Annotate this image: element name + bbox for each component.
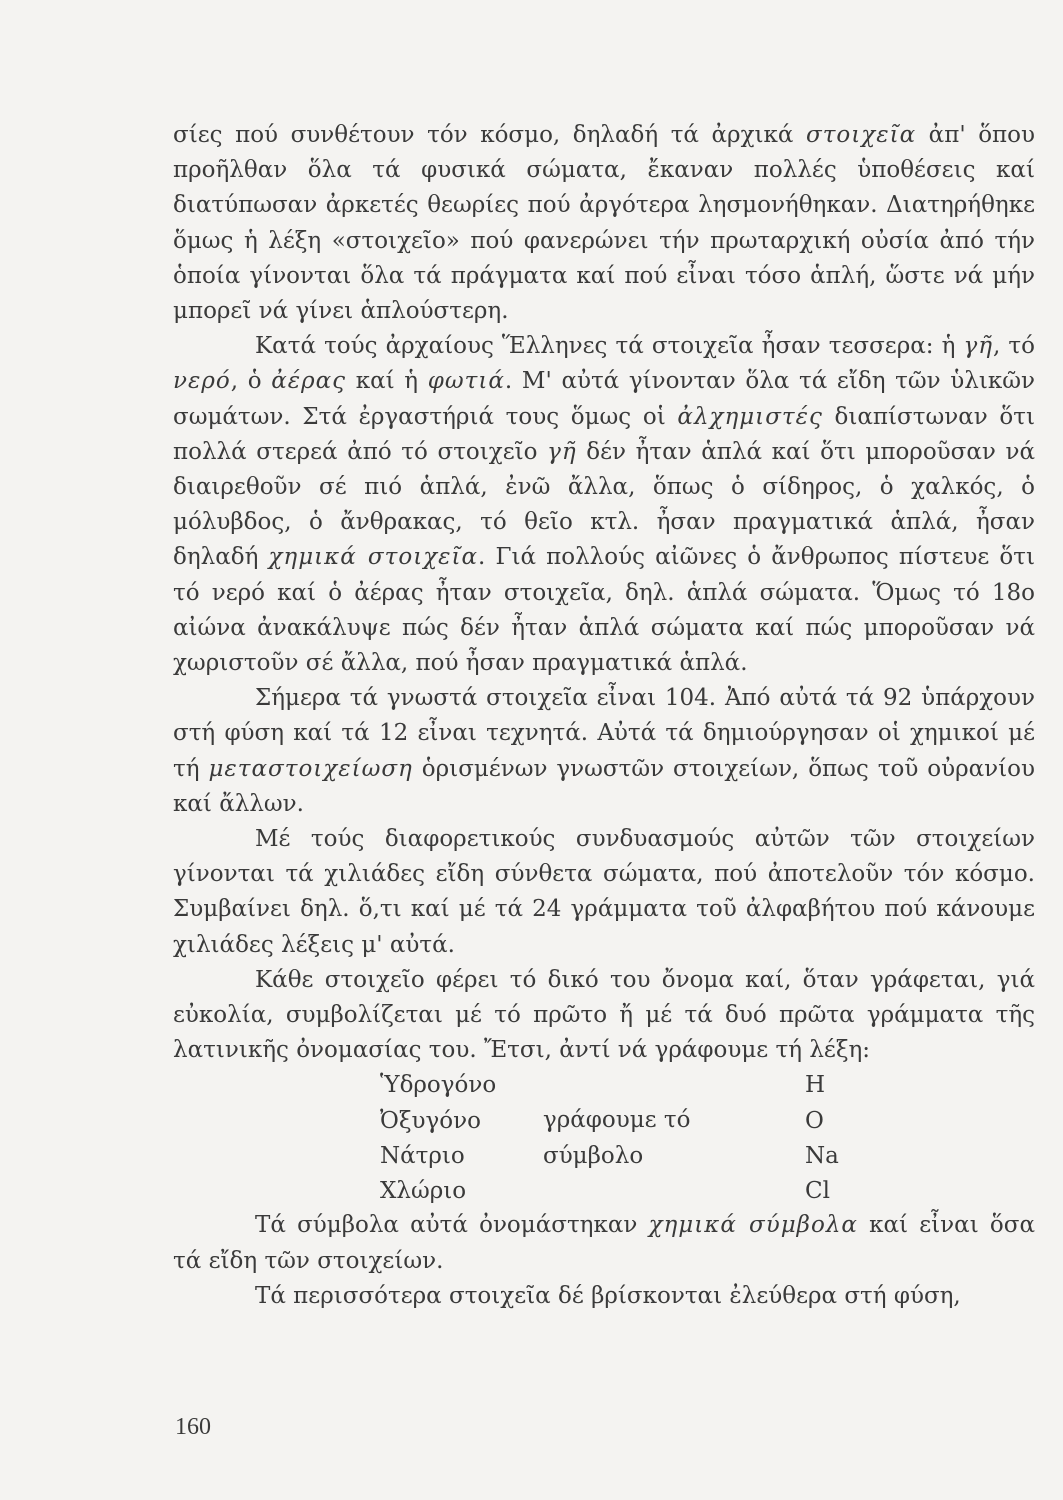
text-run: , ὁ	[230, 368, 272, 395]
paragraph-group-bottom	[173, 1208, 1035, 1314]
element-symbol: Cl	[805, 1178, 830, 1205]
text-run: σίες πού συνθέτουν τόν κόσμο, δηλαδή τά ἀρχικά	[173, 122, 806, 148]
text-run: . Γιά πολλούς αἰῶνες ὁ ἄνθρωπος πίστευε ὅτι τό νερό καί ὁ ἀέρας ἦταν στοιχεῖα, δηλ. ἁπλά σώματα. Ὅμως τό 18ο αἰώνα ἀνακάλυψε πώς δέν ἦταν ἁπλά σώματα καί πώς μποροῦσαν νά χωριστοῦν σέ ἄλλα, πού ἦσαν πραγματικά ἁπλά.	[173, 544, 1035, 677]
italic-term: μεταστοιχείωση	[208, 755, 413, 782]
text-run: , τό	[993, 333, 1035, 360]
element-name: Ὀξυγόνο	[380, 1107, 481, 1134]
element-symbol: Na	[805, 1142, 839, 1169]
paragraph	[173, 822, 1035, 963]
symbol-phrase	[543, 1103, 690, 1173]
body-text	[173, 118, 1035, 1314]
italic-term: στοιχεῖα	[806, 122, 917, 148]
paragraph	[173, 329, 1035, 681]
element-symbol-column	[805, 1068, 839, 1209]
element-name-column	[380, 1068, 496, 1209]
text-run: καί ἡ	[346, 368, 428, 395]
symbol-phrase-line: σύμβολο	[543, 1142, 644, 1169]
element-symbol: H	[805, 1072, 826, 1099]
text-run: δέν ἦταν ἁπλά καί ὅτι μποροῦσαν νά διαιρεθοῦν σέ πιό ἁπλά, ἐνῶ ἄλλα, ὅπως ὁ σίδηρος, ὁ χαλκός, ὁ μόλυβδος, ὁ ἄνθρακας, τό θεῖο κτλ. ἦσαν πραγματικά ἁπλά, ἦσαν δηλαδή	[173, 438, 1035, 571]
element-name: Νάτριο	[380, 1142, 465, 1169]
italic-term: νερό	[173, 368, 231, 395]
italic-term: γῆ	[963, 333, 994, 360]
italic-term: ἀέρας	[271, 368, 347, 395]
paragraph-group-top	[173, 118, 1035, 1068]
text-run: Κάθε στοιχεῖο φέρει τό δικό του ὄνομα καί, ὅταν γράφεται, γιά εὐκολία, συμβολίζεται μέ τό πρῶτο ἤ μέ τά δυό πρῶτα γράμματα τῆς λατινικῆς ὀνομασίας του. Ἔτσι, ἀντί νά γράφουμε τή λέξη:	[173, 966, 1035, 1064]
text-run: . Μ' αὐτά γίνονταν ὅλα τά εἴδη τῶν ὑλικῶν σωμάτων. Στά ἐργαστήριά τους ὅμως οἱ	[173, 368, 1035, 430]
text-run: ὁρισμένων γνωστῶν στοιχείων, ὅπως τοῦ οὐρανίου καί ἄλλων.	[173, 755, 1035, 817]
text-run: Τά περισσότερα στοιχεῖα δέ βρίσκονται ἐλεύθερα στή φύση,	[255, 1282, 961, 1309]
text-run: Κατά τούς ἀρχαίους Ἕλληνες τά στοιχεῖα ἦσαν τεσσερα: ἡ	[255, 333, 964, 360]
element-symbols-table	[173, 1068, 1035, 1208]
paragraph	[173, 681, 1035, 822]
paragraph	[173, 118, 1035, 329]
text-run: διαπίστωναν ὅτι πολλά στερεά ἀπό τό στοιχεῖο	[173, 403, 1035, 465]
element-symbol: O	[805, 1107, 824, 1134]
text-run: καί εἶναι ὅσα τά εἴδη τῶν στοιχείων.	[173, 1212, 1035, 1274]
text-run: Τά σύμβολα αὐτά ὀνομάστηκαν	[255, 1212, 649, 1239]
element-name: Ὑδρογόνο	[380, 1072, 497, 1099]
symbol-phrase-line: γράφουμε τό	[543, 1107, 691, 1134]
text-run: Μέ τούς διαφορετικούς συνδυασμούς αὐτῶν τῶν στοιχείων γίνονται τά χιλιάδες εἴδη σύνθετα σώματα, πού ἀποτελοῦν τόν κόσμο. Συμβαίνει δηλ. ὅ,τι καί μέ τά 24 γράμματα τοῦ ἀλφαβήτου πού κάνουμε χιλιάδες λέξεις μ' αὐτά.	[173, 826, 1035, 958]
page-number: 160	[175, 1414, 211, 1440]
italic-term: γῆ	[547, 438, 577, 465]
paragraph	[173, 1208, 1035, 1278]
italic-term: ἀλχημιστές	[677, 403, 823, 430]
italic-term: χημικά στοιχεῖα	[268, 544, 479, 571]
italic-term: χημικά σύμβολα	[648, 1212, 858, 1239]
paragraph	[173, 963, 1035, 1069]
italic-term: φωτιά	[427, 368, 505, 395]
element-name: Χλώριο	[380, 1178, 467, 1205]
text-run: Σήμερα τά γνωστά στοιχεῖα εἶναι 104. Ἀπό αὐτά τά 92 ὑπάρχουν στή φύση καί τά 12 εἶναι τεχνητά. Αὐτά τά δημιούργησαν οἱ χημικοί μέ τή	[173, 685, 1035, 782]
text-run: ἀπ' ὅπου προῆλθαν ὅλα τά φυσικά σώματα, ἔκαναν πολλές ὑποθέσεις καί διατύπωσαν ἀρκετές θεωρίες πού ἀργότερα λησμονήθηκαν. Διατηρήθηκε ὅμως ἡ λέξη «στοιχεῖο» πού φανερώνει τήν πρωταρχική οὐσία ἀπό τήν ὁποία γίνονται ὅλα τά πράγματα καί πού εἶναι τόσο ἁπλή, ὥστε νά μήν μπορεῖ νά γίνει ἁπλούστερη.	[173, 122, 1036, 325]
paragraph	[173, 1279, 1035, 1314]
